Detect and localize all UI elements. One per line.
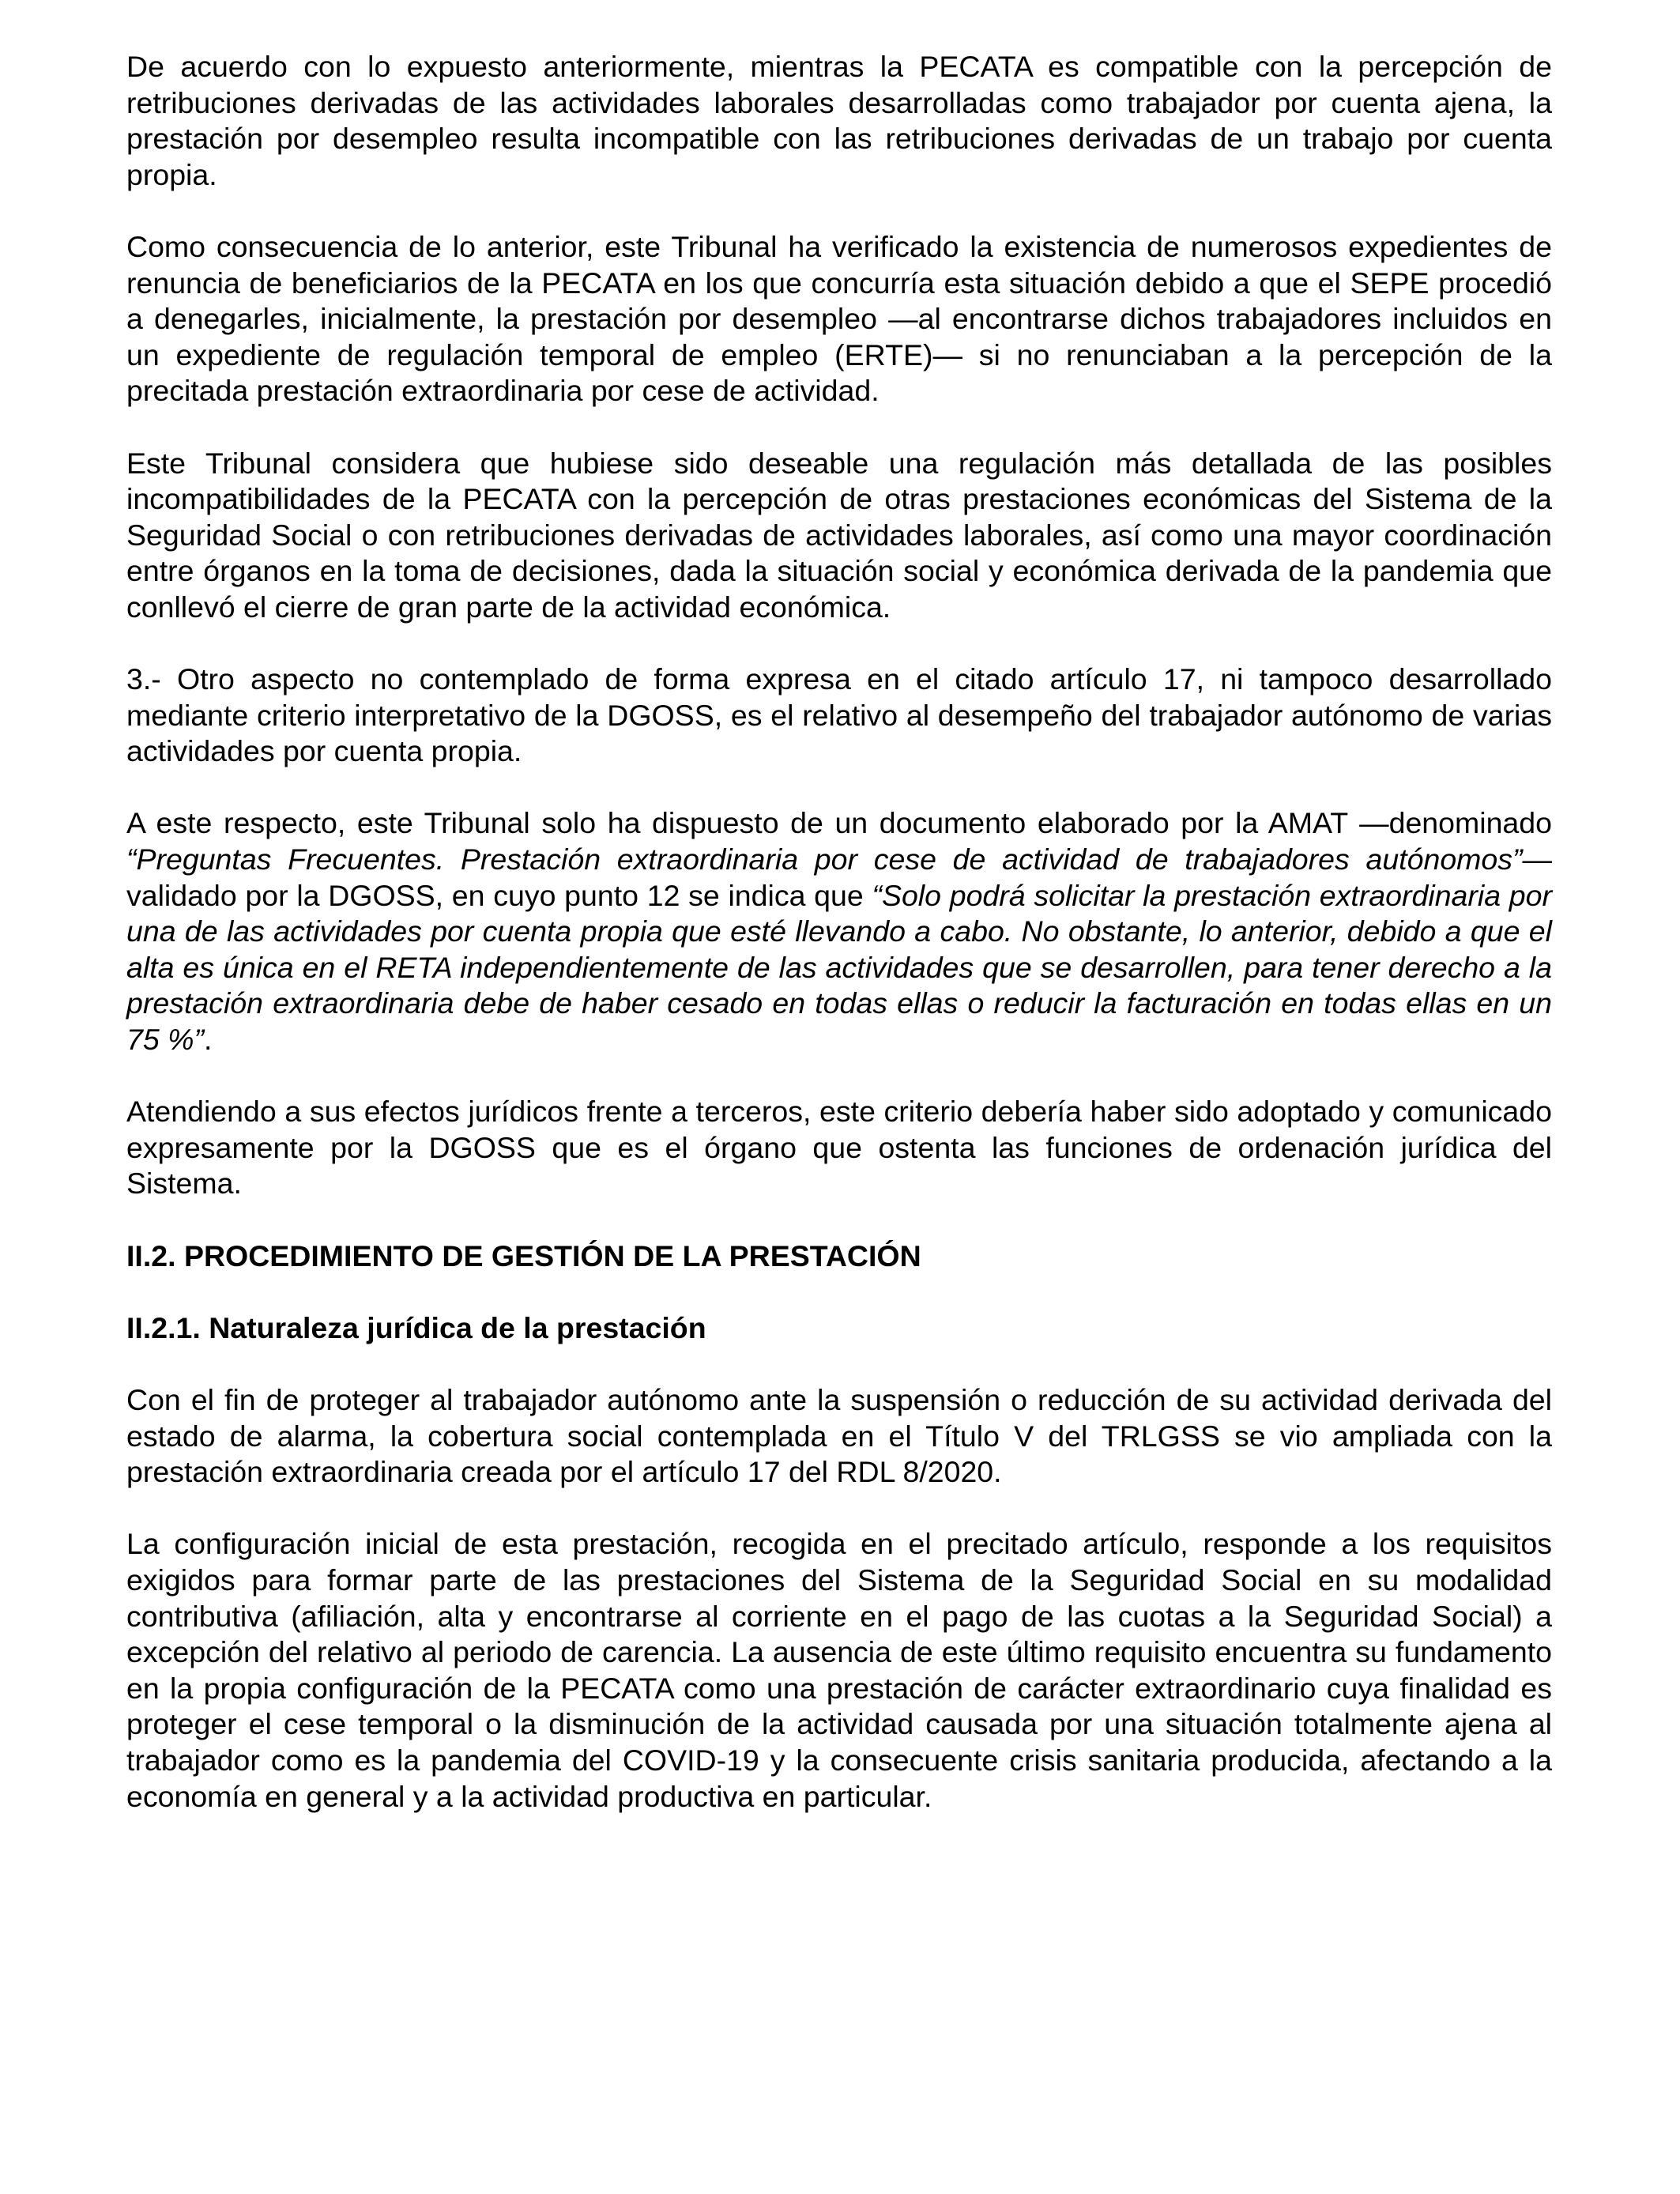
paragraph-renuncia: Como consecuencia de lo anterior, este Tribunal ha verificado la existencia de numerosos expedientes de renuncia de beneficiarios de la PECATA en los que concurría esta situación debido a que el SEPE procedió a denegarles, inicialmente, la prestación por desempleo —al encontrarse dichos trabajadores incluidos en un expediente de regulación temporal de empleo (ERTE)— si no renunciaban a la percepción de la precitada prestación extraordinaria por cese de actividad. [126,229,1552,408]
paragraph-legal-effects: Atendiendo a sus efectos jurídicos frente a terceros, este criterio debería haber sido adoptado y comunicado expresamente por la DGOSS que es el órgano que ostenta las funciones de ordenación jurídica del Sistema. [126,1095,1552,1201]
subsection-heading: II.2.1. Naturaleza jurídica de la prestación [126,1310,706,1344]
paragraph-configuration: La configuración inicial de esta prestación, recogida en el precitado artículo, responde a los requisitos exigidos para formar parte de las prestaciones del Sistema de la Seguridad Social en su modalidad contributiva (afiliación, alta y encontrarse al corriente en el pago de las cuotas a la Seguridad Social) a excepción del relativo al periodo de carencia. La ausencia de este último requisito encuentra su fundamento en la propia configuración de la PECATA como una prestación de carácter extraordinario cuya finalidad es proteger el cese temporal o la disminución de la actividad causada por una situación totalmente ajena al trabajador como es la pandemia del COVID-19 y la consecuente crisis sanitaria producida, afectando a la economía en general y a la actividad productiva en particular. [126,1527,1552,1813]
document-page [126,49,1552,1851]
amat-quote: “Solo podrá solicitar la prestación extraordinaria por una de las actividades por cuenta propia que esté llevando a cabo. No obstante, lo anterior, debido a que el alta es única en el RETA independientemente de las actividades que se desarrollen, para tener derecho a la prestación extraordinaria debe de haber cesado en todas ellas o reducir la facturación en todas ellas en un 75 %” [126,878,1552,1057]
paragraph-amat-document [126,805,1552,1057]
section-heading: II.2. PROCEDIMIENTO DE GESTIÓN DE LA PRESTACIÓN [126,1238,921,1272]
amat-text-part1: A este respecto, este Tribunal solo ha dispuesto de un documento elaborado por la AMAT —denominado [126,806,1552,840]
paragraph-point-3: 3.- Otro aspecto no contemplado de forma expresa en el citado artículo 17, ni tampoco desarrollado mediante criterio interpretativo de la DGOSS, es el relativo al desempeño del trabajador autónomo de varias actividades por cuenta propia. [126,662,1552,768]
paragraph-protection: Con el fin de proteger al trabajador autónomo ante la suspensión o reducción de su actividad derivada del estado de alarma, la cobertura social contemplada en el Título V del TRLGSS se vio ampliada con la prestación extraordinaria creada por el artículo 17 del RDL 8/2020. [126,1382,1552,1489]
paragraph-regulation: Este Tribunal considera que hubiese sido deseable una regulación más detallada de las posibles incompatibilidades de la PECATA con la percepción de otras prestaciones económicas del Sistema de la Seguridad Social o con retribuciones derivadas de actividades laborales, así como una mayor coordinación entre órganos en la toma de decisiones, dada la situación social y económica derivada de la pandemia que conllevó el cierre de gran parte de la actividad económica. [126,446,1552,624]
amat-text-part2: — validado por la DGOSS, en cuyo punto 12 se indica que [126,843,1552,912]
paragraph-compatibility: De acuerdo con lo expuesto anteriormente, mientras la PECATA es compatible con la percepción de retribuciones derivadas de las actividades laborales desarrolladas como trabajador por cuenta ajena, la prestación por desempleo resulta incompatible con las retribuciones derivadas de un trabajo por cuenta propia. [126,50,1552,191]
amat-document-title: “Preguntas Frecuentes. Prestación extraordinaria por cese de actividad de trabajadores autónomos” [126,843,1523,876]
amat-text-part3: . [203,1023,213,1057]
